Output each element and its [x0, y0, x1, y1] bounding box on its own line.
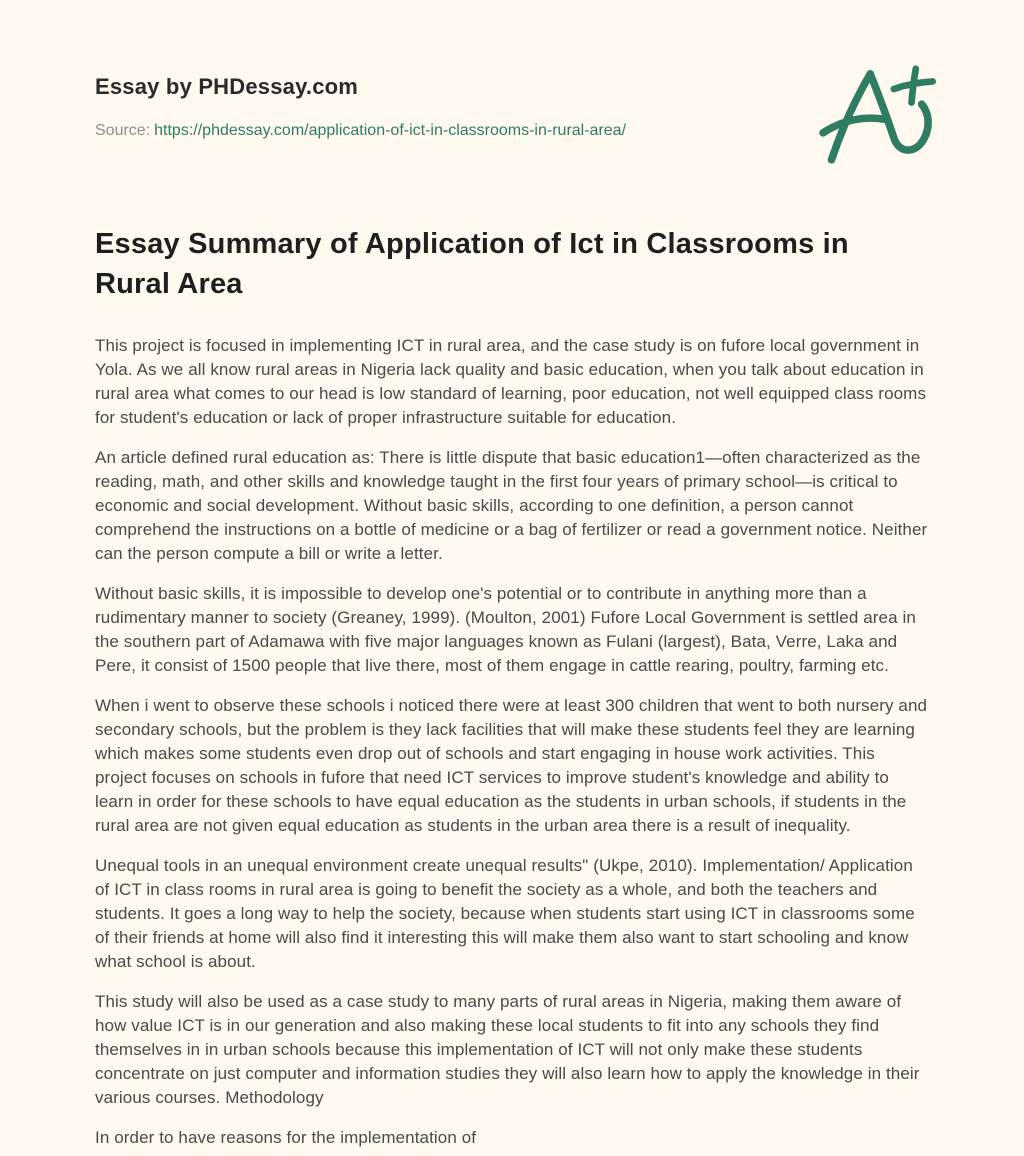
source-label: Source: [95, 122, 151, 139]
paragraph: When i went to observe these schools i noticed there were at least 300 children that went to both nursery and secondary schools, but the problem is they lack facilities that will make these students feel they are learning which makes some students even drop out of schools and start engaging in house work activities. This project focuses on schools in fufore that need ICT services to improve student's knowledge and ability to learn in order for these schools to have equal education as the students in urban schools, if students in the rural area are not given equal education as students in the urban area there is a result of inequality. [95, 696, 928, 835]
paragraph: Unequal tools in an unequal environment create unequal results" (Ukpe, 2010). Implementation/ Application of ICT in class rooms in rural area is going to benefit the society as a whole, and both the teachers and students. It goes a long way to help the society, because when students start using ICT in classrooms some of their friends at home will also find it interesting this will make them also want to start schooling and know what school is about. [95, 856, 915, 971]
source-url-link[interactable]: https://phdessay.com/application-of-ict-in-classrooms-in-rural-area/ [154, 122, 627, 139]
source-line [95, 122, 930, 140]
paragraph: This study will also be used as a case study to many parts of rural areas in Nigeria, making them aware of how value ICT is in our generation and also making these local students to fit into any schools they find themselves in in urban schools because this implementation of ICT will not only make these students concentrate on just computer and information studies they will also learn how to apply the knowledge in their various courses. Methodology [95, 992, 920, 1107]
essay-title: Essay Summary of Application of Ict in Classrooms in Rural Area [95, 228, 849, 300]
phdessay-a-plus-logo-icon [818, 62, 936, 170]
paragraph: An article defined rural education as: There is little dispute that basic education1—often characterized as the reading, math, and other skills and knowledge taught in the first four years of primary school—is critical to economic and social development. Without basic skills, according to one definition, a person cannot comprehend the instructions on a bottle of medicine or a bag of fertilizer or read a government notice. Neither can the person compute a bill or write a letter. [95, 448, 928, 563]
paragraph: Without basic skills, it is impossible to develop one's potential or to contribute in anything more than a rudimentary manner to society (Greaney, 1999). (Moulton, 2001) Fufore Local Government is settled area in the southern part of Adamawa with five major languages known as Fulani (largest), Bata, Verre, Laka and Pere, it consist of 1500 people that live there, most of them engage in cattle rearing, poultry, farming etc. [95, 584, 916, 675]
essay-body [95, 334, 930, 1150]
paragraph: This project is focused in implementing ICT in rural area, and the case study is on fufore local government in Yola. As we all know rural areas in Nigeria lack quality and basic education, when you talk about education in rural area what comes to our head is low standard of learning, poor education, not well equipped class rooms for student's education or lack of proper infrastructure suitable for education. [95, 336, 927, 427]
paragraph: In order to have reasons for the implementation of [95, 1128, 477, 1147]
site-title: Essay by PHDessay.com [95, 74, 359, 99]
